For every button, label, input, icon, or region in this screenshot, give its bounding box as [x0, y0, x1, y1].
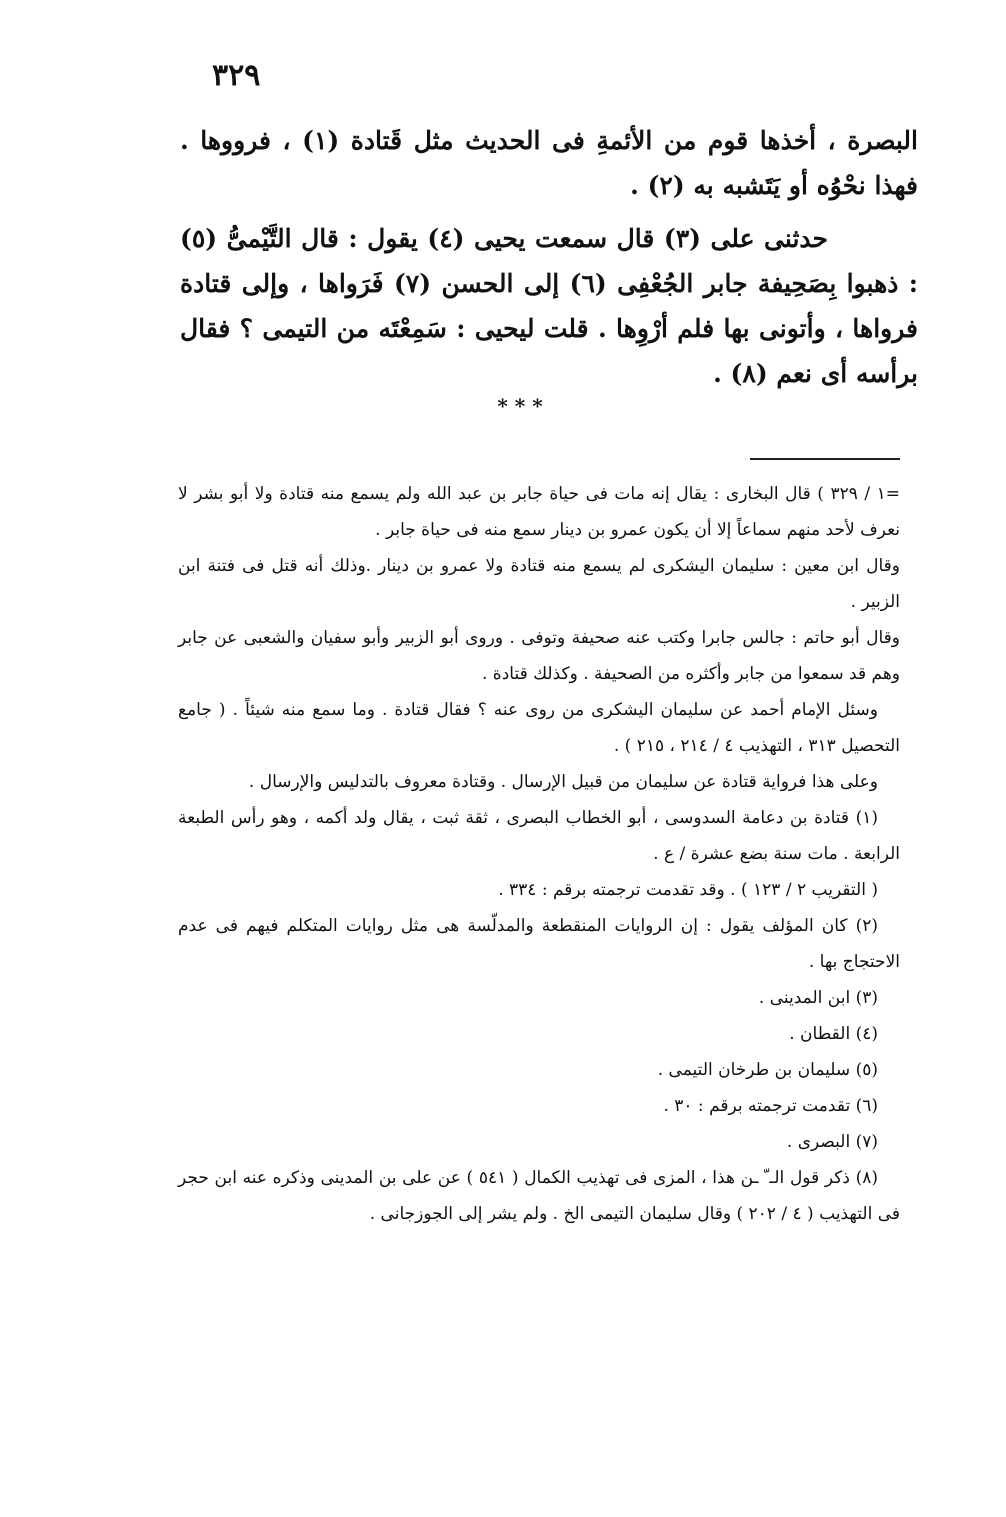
footnote-1-reference: ( التقريب ٢ / ١٢٣ ) . وقد تقدمت ترجمته برقم : ٣٣٤ .: [498, 880, 878, 900]
footnote-intro-5: وعلى هذا فرواية قتادة عن سليمان من قبيل الإرسال . وقتادة معروف بالتدليس والإرسال .: [248, 772, 878, 792]
footnote-7: (٧) البصرى .: [786, 1132, 878, 1152]
footnote-2: (٢) كان المؤلف يقول : إن الروايات المنقطعة والمدلّسة هى مثل روايات المتكلم فيهم فى عدم الاحتجاج بها .: [178, 916, 900, 972]
footnote-intro-2: وقال ابن معين : سليمان اليشكرى لم يسمع منه قتادة ولا عمرو بن دينار .وذلك أنه قتل فى فتنة ابن الزبير .: [178, 556, 900, 612]
main-text: [180, 118, 918, 404]
footnote-6: (٦) تقدمت ترجمته برقم : ٣٠ .: [663, 1096, 878, 1116]
footnote-1: (١) قتادة بن دعامة السدوسى ، أبو الخطاب البصرى ، ثقة ثبت ، يقال ولد أكمه ، وهو رأس الطبعة الرابعة . مات سنة بضع عشرة / ع .: [178, 808, 900, 864]
main-paragraph-1: البصرة ، أخذها قوم من الأئمةِ فى الحديث مثل قَتادة (١) ، فرووها . فهذا نحْوُه أو يَتَشبه به (٢) .: [180, 126, 918, 200]
footnote-5: (٥) سليمان بن طرخان التيمى .: [657, 1060, 878, 1080]
footnote-intro-3: وقال أبو حاتم : جالس جابرا وكتب عنه صحيفة وتوفى . وروى أبو الزبير وأبو سفيان والشعبى عن جابر وهم قد سمعوا من جابر وأكثره من الصحيفة . وكذلك قتادة .: [178, 628, 900, 684]
page-number: ٣٢٩: [212, 58, 261, 93]
footnotes: [178, 476, 900, 1232]
section-separator: * * *: [497, 394, 543, 418]
main-paragraph-2: حدثنى على (٣) قال سمعت يحيى (٤) يقول : قال التَّيْمىُّ (٥) : ذهبوا بِصَحِيفة جابر الجُعْفِى (٦) إلى الحسن (٧) فَرَواها ، وإلى قتادة فرواها ، وأتونى بها فلم أرْوِها . قلت ليحيى : سَمِعْتَه من التيمى ؟ فقال برأسه أى نعم (٨) .: [180, 224, 919, 388]
footnote-8: (٨) ذكر قول الـ ّ ـن هذا ، المزى فى تهذيب الكمال ( ٥٤١ ) عن على بن المدينى وذكره عنه ابن حجر فى التهذيب ( ٤ / ٢٠٢ ) وقال سليمان التيمى الخ . ولم يشر إلى الجوزجانى .: [178, 1168, 900, 1224]
footnote-4: (٤) القطان .: [789, 1024, 878, 1044]
footnote-intro-1: =١ / ٣٢٩ ) قال البخارى : يقال إنه مات فى حياة جابر بن عبد الله ولم يسمع منه قتادة ولا أبو بشر لا نعرف لأحد منهم سماعاً إلا أن يكون عمرو بن دينار سمع منه فى حياة جابر .: [178, 484, 900, 540]
footnote-divider: [750, 458, 900, 460]
footnote-intro-4: وسئل الإمام أحمد عن سليمان اليشكرى من روى عنه ؟ فقال قتادة . وما سمع منه شيئاً . ( جامع التحصيل ٣١٣ ، التهذيب ٤ / ٢١٤ ، ٢١٥ ) .: [178, 700, 900, 756]
footnote-3: (٣) ابن المدينى .: [758, 988, 878, 1008]
